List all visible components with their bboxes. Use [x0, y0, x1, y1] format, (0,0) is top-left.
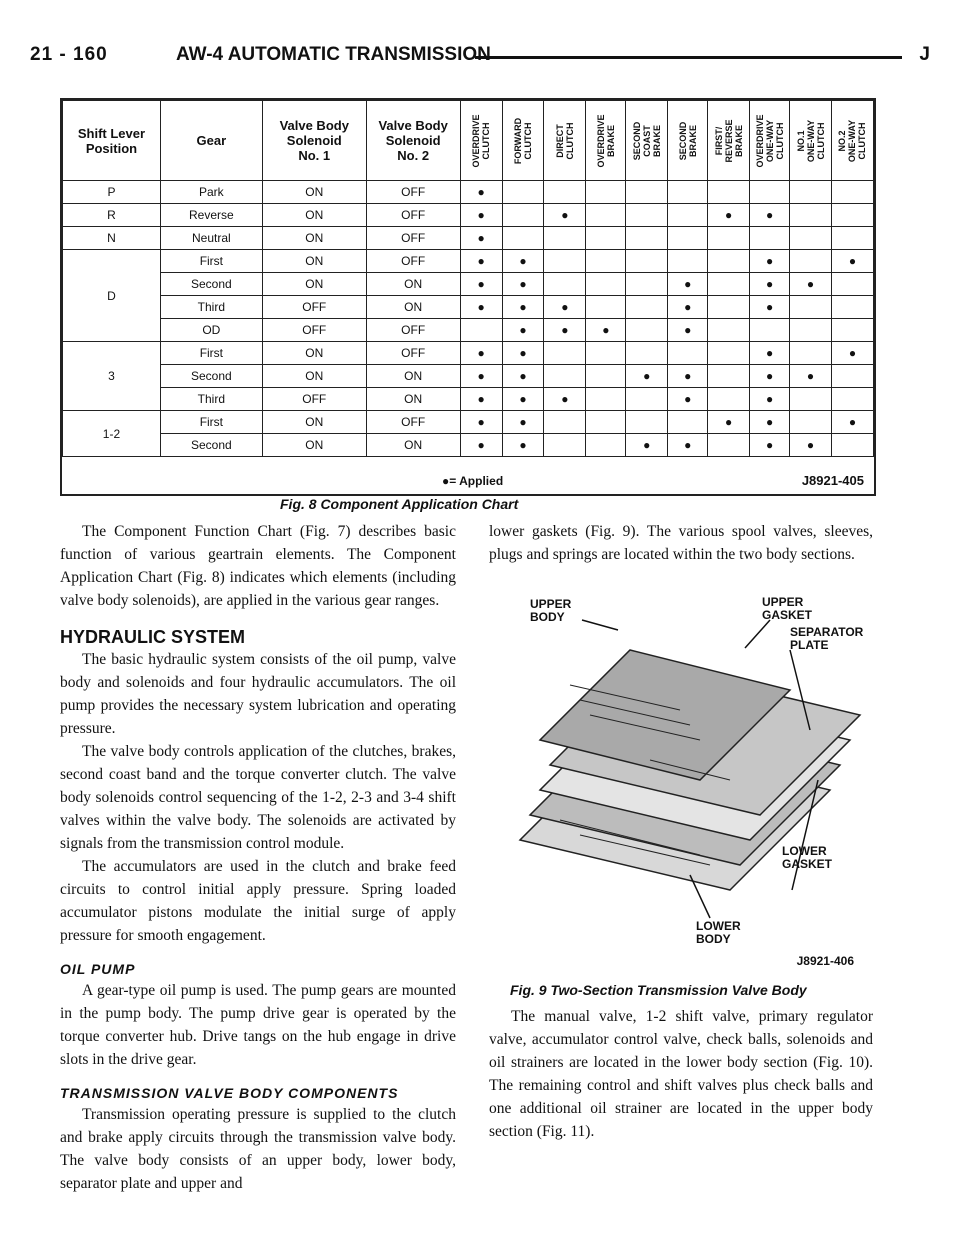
gear-cell: Park	[160, 181, 262, 204]
element-cell	[790, 250, 832, 273]
gear-cell: Second	[160, 273, 262, 296]
table-row	[63, 434, 874, 457]
gear-cell: OD	[160, 319, 262, 342]
element-cell	[831, 227, 873, 250]
applied-dot	[502, 365, 544, 388]
solenoid-cell: OFF	[262, 296, 366, 319]
header-element: OVERDRIVE ONE-WAY CLUTCH	[750, 101, 790, 181]
applied-dot	[668, 273, 708, 296]
header-element: OVERDRIVE CLUTCH	[460, 101, 502, 181]
header-element: DIRECT CLUTCH	[544, 101, 586, 181]
element-cell	[586, 181, 626, 204]
element-cell	[544, 434, 586, 457]
element-cell	[831, 296, 873, 319]
figure-8-caption: Fig. 8 Component Application Chart	[280, 496, 519, 512]
solenoid-cell: ON	[366, 388, 460, 411]
applied-dot	[750, 434, 790, 457]
gear-cell: First	[160, 411, 262, 434]
chart-legend: ●= Applied	[442, 474, 504, 488]
paragraph: The basic hydraulic system consists of the oil pump, valve body and solenoids and four hydraulic accumulators. The oil pump provides the necessary system lubrication and operating pressure.	[60, 651, 456, 737]
element-cell	[586, 411, 626, 434]
section-heading-hydraulic: HYDRAULIC SYSTEM	[60, 627, 246, 647]
applied-dot	[502, 434, 544, 457]
applied-dot	[750, 411, 790, 434]
element-cell	[831, 388, 873, 411]
applied-dot	[502, 388, 544, 411]
element-cell	[668, 411, 708, 434]
solenoid-cell: OFF	[262, 319, 366, 342]
applied-dot	[544, 319, 586, 342]
element-cell	[668, 227, 708, 250]
header-element: FORWARD CLUTCH	[502, 101, 544, 181]
paragraph: Transmission operating pressure is supplied to the clutch and brake apply circuits through the transmission valve body. The valve body consists of an upper body, lower body, separator plate and upper and	[60, 1106, 456, 1192]
applied-dot	[460, 227, 502, 250]
table-row	[63, 227, 874, 250]
applied-dot	[668, 319, 708, 342]
solenoid-cell: OFF	[262, 388, 366, 411]
applied-dot	[831, 342, 873, 365]
element-cell	[668, 342, 708, 365]
table-row	[63, 388, 874, 411]
applied-dot	[750, 365, 790, 388]
figure-code: J8921-406	[796, 954, 854, 968]
element-cell	[626, 411, 668, 434]
page-number: 21 - 160	[30, 44, 108, 65]
applied-dot	[544, 204, 586, 227]
element-cell	[544, 273, 586, 296]
position-cell: R	[63, 204, 161, 227]
element-cell	[586, 204, 626, 227]
solenoid-cell: OFF	[366, 250, 460, 273]
applied-dot	[750, 204, 790, 227]
applied-dot	[460, 342, 502, 365]
label-separator-plate: SEPARATOR PLATE	[790, 625, 864, 652]
applied-dot	[460, 250, 502, 273]
element-cell	[668, 181, 708, 204]
paragraph: lower gaskets (Fig. 9). The various spool valves, sleeves, plugs and springs are located within the two body sections.	[489, 523, 873, 563]
element-cell	[750, 319, 790, 342]
element-cell	[544, 181, 586, 204]
element-cell	[708, 273, 750, 296]
paragraph: A gear-type oil pump is used. The pump gears are mounted in the pump body. The pump drive gear is operated by the torque converter hub. Drive tangs on the hub engage in drive slots in the drive gear.	[60, 982, 456, 1068]
element-cell	[708, 434, 750, 457]
element-cell	[626, 388, 668, 411]
solenoid-cell: OFF	[366, 411, 460, 434]
element-cell	[502, 181, 544, 204]
solenoid-cell: OFF	[366, 181, 460, 204]
applied-dot	[750, 250, 790, 273]
applied-dot	[544, 388, 586, 411]
element-cell	[586, 250, 626, 273]
applied-dot	[708, 204, 750, 227]
table-row	[63, 411, 874, 434]
element-cell	[831, 319, 873, 342]
subheading-oil-pump: OIL PUMP	[60, 961, 136, 977]
element-cell	[831, 204, 873, 227]
element-cell	[586, 296, 626, 319]
applied-dot	[668, 388, 708, 411]
applied-dot	[831, 250, 873, 273]
page-header	[30, 44, 930, 70]
position-cell: N	[63, 227, 161, 250]
gear-cell: First	[160, 250, 262, 273]
table-row	[63, 250, 874, 273]
element-cell	[544, 227, 586, 250]
element-cell	[790, 411, 832, 434]
element-cell	[708, 227, 750, 250]
applied-dot	[502, 319, 544, 342]
applied-dot	[790, 434, 832, 457]
element-cell	[708, 388, 750, 411]
applied-dot	[831, 411, 873, 434]
element-cell	[586, 388, 626, 411]
table-row	[63, 204, 874, 227]
applied-dot	[460, 365, 502, 388]
position-cell: P	[63, 181, 161, 204]
header-shift-lever-position: Shift Lever Position	[63, 101, 161, 181]
element-cell	[626, 204, 668, 227]
gear-cell: Third	[160, 388, 262, 411]
table-row	[63, 273, 874, 296]
element-cell	[790, 204, 832, 227]
element-cell	[626, 342, 668, 365]
header-element: OVERDRIVE BRAKE	[586, 101, 626, 181]
valve-body-figure	[500, 590, 872, 968]
element-cell	[460, 319, 502, 342]
applied-dot	[502, 250, 544, 273]
solenoid-cell: ON	[262, 434, 366, 457]
applied-dot	[502, 273, 544, 296]
left-column	[60, 520, 456, 1195]
element-cell	[544, 250, 586, 273]
label-upper-body: UPPER BODY	[530, 597, 572, 624]
applied-dot	[460, 434, 502, 457]
applied-dot	[502, 342, 544, 365]
element-cell	[790, 342, 832, 365]
applied-dot	[668, 296, 708, 319]
applied-dot	[460, 204, 502, 227]
solenoid-cell: OFF	[366, 227, 460, 250]
applied-dot	[460, 296, 502, 319]
gear-cell: Second	[160, 365, 262, 388]
subheading-valve-body-components: TRANSMISSION VALVE BODY COMPONENTS	[60, 1085, 399, 1101]
header-gear: Gear	[160, 101, 262, 181]
solenoid-cell: OFF	[366, 204, 460, 227]
paragraph: The manual valve, 1-2 shift valve, primary regulator valve, accumulator control valve, check balls, solenoids and oil strainers are located in the lower body section (Fig. 10). The remaining control and shift valves plus check balls and one additional oil strainer are located in the upper body section (Fig. 11).	[489, 1008, 873, 1140]
element-cell	[586, 273, 626, 296]
header-element: SECOND COAST BRAKE	[626, 101, 668, 181]
position-cell: D	[63, 250, 161, 342]
applied-dot	[750, 296, 790, 319]
element-cell	[626, 296, 668, 319]
element-cell	[544, 342, 586, 365]
element-cell	[502, 204, 544, 227]
position-cell: 3	[63, 342, 161, 411]
solenoid-cell: ON	[262, 342, 366, 365]
applied-dot	[790, 273, 832, 296]
figure-9-caption: Fig. 9 Two-Section Transmission Valve Body	[510, 982, 807, 998]
element-cell	[708, 342, 750, 365]
table-row	[63, 319, 874, 342]
element-cell	[626, 227, 668, 250]
solenoid-cell: ON	[366, 365, 460, 388]
label-upper-gasket: UPPER GASKET	[762, 595, 813, 622]
paragraph: The accumulators are used in the clutch and brake feed circuits to control initial apply pressure. Spring loaded accumulator pistons modulate the initial surge of apply pressure for smooth engagement.	[60, 858, 456, 944]
position-cell: 1-2	[63, 411, 161, 457]
solenoid-cell: ON	[366, 434, 460, 457]
solenoid-cell: ON	[262, 411, 366, 434]
table-row	[63, 365, 874, 388]
right-column-top	[489, 520, 873, 566]
applied-dot	[626, 365, 668, 388]
header-solenoid-2: Valve Body Solenoid No. 2	[366, 101, 460, 181]
applied-dot	[544, 296, 586, 319]
table-row	[63, 342, 874, 365]
solenoid-cell: ON	[262, 204, 366, 227]
element-cell	[586, 434, 626, 457]
element-cell	[750, 227, 790, 250]
element-cell	[668, 204, 708, 227]
applied-dot	[460, 181, 502, 204]
applied-dot	[750, 273, 790, 296]
header-solenoid-1: Valve Body Solenoid No. 1	[262, 101, 366, 181]
table-row	[63, 181, 874, 204]
header-element: SECOND BRAKE	[668, 101, 708, 181]
header-element: NO.1 ONE-WAY CLUTCH	[790, 101, 832, 181]
solenoid-cell: ON	[262, 273, 366, 296]
solenoid-cell: ON	[262, 227, 366, 250]
header-letter: J	[919, 44, 930, 65]
element-cell	[708, 181, 750, 204]
element-cell	[750, 181, 790, 204]
element-cell	[831, 434, 873, 457]
applied-dot	[460, 411, 502, 434]
element-cell	[626, 319, 668, 342]
applied-dot	[626, 434, 668, 457]
chart-code: J8921-405	[801, 473, 864, 488]
header-row	[63, 101, 874, 181]
label-lower-body: LOWER BODY	[696, 919, 741, 946]
element-cell	[502, 227, 544, 250]
applied-dot	[750, 342, 790, 365]
element-cell	[831, 273, 873, 296]
applied-dot	[790, 365, 832, 388]
element-cell	[586, 365, 626, 388]
applied-dot	[750, 388, 790, 411]
solenoid-cell: OFF	[366, 319, 460, 342]
element-cell	[708, 296, 750, 319]
element-cell	[668, 250, 708, 273]
gear-cell: Third	[160, 296, 262, 319]
element-cell	[831, 365, 873, 388]
element-cell	[586, 342, 626, 365]
header-rule	[475, 56, 902, 59]
solenoid-cell: ON	[366, 296, 460, 319]
solenoid-cell: OFF	[366, 342, 460, 365]
applied-dot	[460, 388, 502, 411]
element-cell	[790, 227, 832, 250]
applied-dot	[668, 365, 708, 388]
application-table	[62, 100, 874, 457]
applied-dot	[502, 296, 544, 319]
gear-cell: Reverse	[160, 204, 262, 227]
element-cell	[708, 250, 750, 273]
component-application-chart	[60, 98, 876, 496]
element-cell	[790, 388, 832, 411]
element-cell	[831, 181, 873, 204]
element-cell	[626, 250, 668, 273]
element-cell	[544, 411, 586, 434]
applied-dot	[586, 319, 626, 342]
gear-cell: First	[160, 342, 262, 365]
element-cell	[790, 181, 832, 204]
solenoid-cell: ON	[262, 250, 366, 273]
applied-dot	[708, 411, 750, 434]
applied-dot	[502, 411, 544, 434]
right-column-bottom	[489, 1005, 873, 1143]
element-cell	[626, 273, 668, 296]
element-cell	[626, 181, 668, 204]
element-cell	[586, 227, 626, 250]
solenoid-cell: ON	[262, 365, 366, 388]
paragraph: The Component Function Chart (Fig. 7) describes basic function of various geartrain elements. The Component Application Chart (Fig. 8) indicates which elements (including valve body solenoids), are applied in the various gear ranges.	[60, 523, 456, 609]
element-cell	[708, 319, 750, 342]
solenoid-cell: ON	[262, 181, 366, 204]
page-title: AW-4 AUTOMATIC TRANSMISSION	[176, 44, 491, 65]
table-row	[63, 296, 874, 319]
element-cell	[790, 296, 832, 319]
label-lower-gasket: LOWER GASKET	[782, 844, 833, 871]
element-cell	[790, 319, 832, 342]
header-element: FIRST/ REVERSE BRAKE	[708, 101, 750, 181]
element-cell	[544, 365, 586, 388]
header-element: NO.2 ONE-WAY CLUTCH	[831, 101, 873, 181]
gear-cell: Neutral	[160, 227, 262, 250]
solenoid-cell: ON	[366, 273, 460, 296]
applied-dot	[668, 434, 708, 457]
applied-dot	[460, 273, 502, 296]
paragraph: The valve body controls application of the clutches, brakes, second coast band and the torque converter clutch. The valve body solenoids control sequencing of the 1-2, 2-3 and 3-4 shift valves within the valve body. The solenoids are activated by signals from the transmission control module.	[60, 743, 456, 852]
gear-cell: Second	[160, 434, 262, 457]
element-cell	[708, 365, 750, 388]
